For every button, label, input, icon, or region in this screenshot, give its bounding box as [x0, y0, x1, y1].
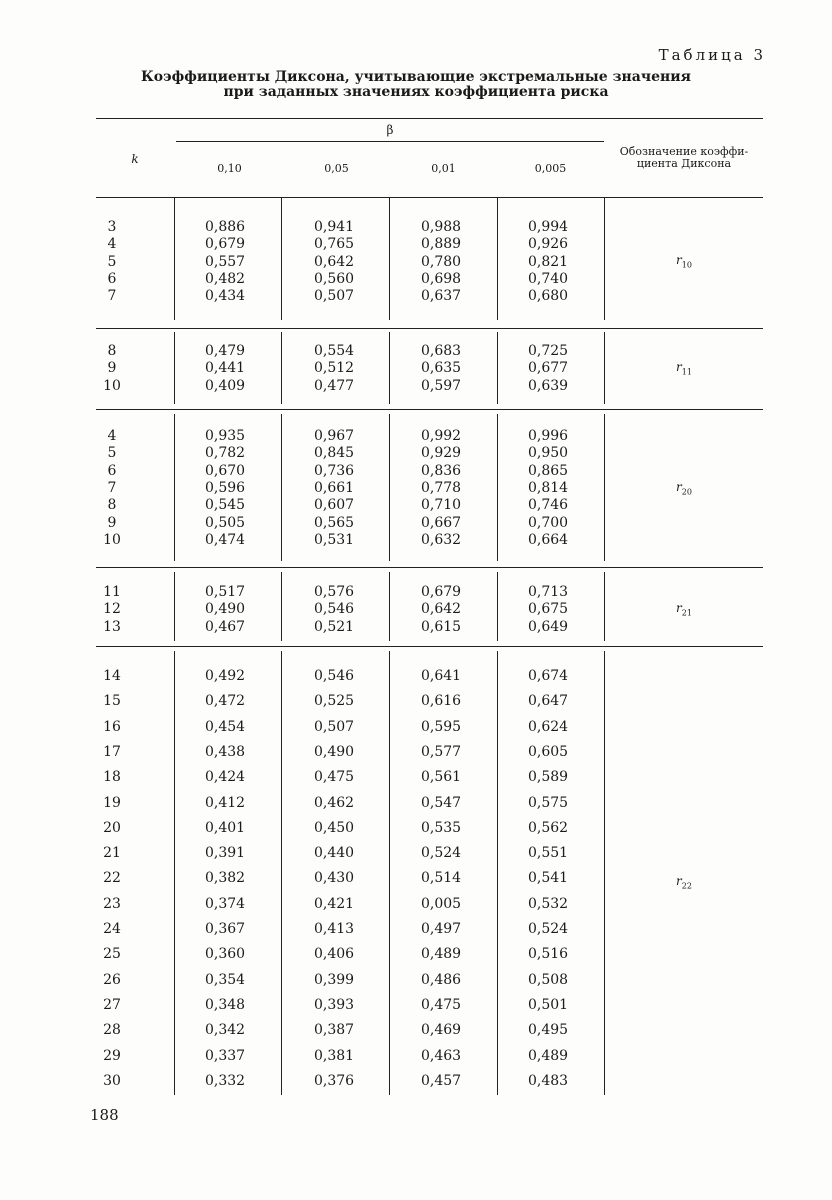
coefficient-value: 0,406 [314, 946, 355, 963]
coefficient-value: 0,935 [205, 428, 246, 444]
coefficient-value: 0,765 [314, 236, 355, 253]
coefficient-value: 0,434 [205, 288, 246, 305]
coefficient-value: 0,508 [528, 971, 569, 988]
column-header-beta-0-05: 0,05 [324, 162, 349, 175]
coefficient-value: 0,967 [314, 428, 355, 444]
coefficient-value: 0,535 [421, 819, 462, 836]
coefficient-value: 0,674 [528, 668, 569, 684]
coefficient-value: 0,615 [421, 618, 462, 635]
coefficient-value: 0,332 [205, 1072, 246, 1089]
k-value: 26 [103, 971, 121, 988]
k-value: 30 [103, 1072, 121, 1089]
coefficient-value: 0,421 [314, 895, 355, 912]
coefficient-value: 0,649 [528, 618, 569, 635]
coefficient-value: 0,440 [314, 845, 355, 862]
k-value: 5 [107, 445, 117, 462]
coefficient-value: 0,469 [421, 1022, 462, 1039]
beta-underline [176, 141, 604, 142]
coefficient-value: 0,512 [314, 360, 355, 377]
column-header-designation [604, 146, 764, 170]
column-rule [174, 332, 175, 404]
coefficient-value: 0,635 [421, 360, 462, 377]
coefficient-value: 0,710 [421, 497, 462, 514]
coefficient-value: 0,486 [421, 971, 462, 988]
column-rule [281, 332, 282, 404]
column-rule [174, 572, 175, 641]
coefficient-value: 0,641 [421, 668, 462, 684]
coefficient-value: 0,667 [421, 514, 462, 531]
dixon-coefficient-subscript: 21 [681, 608, 692, 618]
dixon-coefficient-subscript: 20 [681, 486, 692, 496]
column-header-beta: β [386, 123, 394, 137]
k-value: 4 [107, 428, 117, 444]
coefficient-value: 0,399 [314, 971, 355, 988]
column-rule [281, 572, 282, 641]
coefficient-value: 0,679 [421, 584, 462, 600]
coefficient-value: 0,637 [421, 288, 462, 305]
coefficient-value: 0,996 [528, 428, 569, 444]
coefficient-value: 0,560 [314, 270, 355, 287]
coefficient-value: 0,517 [205, 584, 246, 600]
dixon-coefficient-symbol: r [676, 874, 682, 889]
coefficient-value: 0,532 [528, 895, 569, 912]
table-label: Таблица 3 [658, 46, 766, 64]
coefficient-value: 0,929 [421, 445, 462, 462]
coefficient-value: 0,680 [528, 288, 569, 305]
dixon-coefficient-symbol: r [676, 479, 682, 494]
coefficient-value: 0,474 [205, 531, 246, 548]
coefficient-value: 0,632 [421, 531, 462, 548]
k-value: 3 [107, 219, 117, 235]
k-value: 4 [107, 236, 117, 253]
coefficient-value: 0,596 [205, 479, 246, 496]
coefficient-value: 0,524 [421, 845, 462, 862]
k-value: 27 [103, 996, 121, 1013]
coefficient-value: 0,647 [528, 693, 569, 710]
k-value: 18 [103, 769, 121, 786]
column-rule [281, 651, 282, 1095]
coefficient-value: 0,595 [421, 718, 462, 735]
coefficient-value: 0,430 [314, 870, 355, 887]
coefficient-value: 0,554 [314, 343, 355, 359]
k-value: 17 [103, 743, 121, 760]
k-value: 8 [107, 497, 117, 514]
coefficient-value: 0,551 [528, 845, 569, 862]
dixon-coefficient-subscript: 22 [681, 881, 692, 891]
coefficient-value: 0,698 [421, 270, 462, 287]
coefficient-value: 0,413 [314, 921, 355, 937]
column-header-beta-0-10: 0,10 [217, 162, 242, 175]
coefficient-value: 0,450 [314, 819, 355, 836]
coefficient-value: 0,713 [528, 584, 569, 600]
coefficient-value: 0,546 [314, 601, 355, 618]
coefficient-value: 0,557 [205, 253, 246, 270]
dixon-coefficient-label [604, 601, 764, 617]
coefficient-value: 0,941 [314, 219, 355, 235]
designation-line-2: циента Диксона [636, 157, 732, 170]
coefficient-value: 0,387 [314, 1022, 355, 1039]
coefficient-value: 0,541 [528, 870, 569, 887]
coefficient-value: 0,950 [528, 445, 569, 462]
k-value: 6 [107, 270, 117, 287]
coefficient-value: 0,490 [205, 601, 246, 618]
group-separator-rule [96, 328, 763, 329]
table-title-line-2: при заданных значениях коэффициента риска [223, 84, 609, 100]
coefficient-value: 0,367 [205, 921, 246, 937]
coefficient-value: 0,778 [421, 479, 462, 496]
coefficient-value: 0,865 [528, 462, 569, 479]
dixon-coefficient-subscript: 11 [681, 367, 692, 377]
column-rule [497, 651, 498, 1095]
coefficient-value: 0,342 [205, 1022, 246, 1039]
coefficient-value: 0,521 [314, 618, 355, 635]
coefficient-value: 0,507 [314, 718, 355, 735]
coefficient-value: 0,354 [205, 971, 246, 988]
k-value: 9 [107, 514, 117, 531]
coefficient-value: 0,607 [314, 497, 355, 514]
coefficient-value: 0,490 [314, 743, 355, 760]
coefficient-value: 0,821 [528, 253, 569, 270]
coefficient-value: 0,546 [314, 668, 355, 684]
table-top-rule [96, 118, 763, 119]
coefficient-value: 0,597 [421, 377, 462, 394]
coefficient-value: 0,477 [314, 377, 355, 394]
coefficient-value: 0,393 [314, 996, 355, 1013]
coefficient-value: 0,845 [314, 445, 355, 462]
coefficient-value: 0,516 [528, 946, 569, 963]
k-value: 19 [103, 794, 121, 811]
coefficient-value: 0,463 [421, 1047, 462, 1064]
coefficient-value: 0,782 [205, 445, 246, 462]
coefficient-value: 0,412 [205, 794, 246, 811]
coefficient-value: 0,479 [205, 343, 246, 359]
coefficient-value: 0,505 [205, 514, 246, 531]
coefficient-value: 0,565 [314, 514, 355, 531]
coefficient-value: 0,467 [205, 618, 246, 635]
coefficient-value: 0,482 [205, 270, 246, 287]
coefficient-value: 0,391 [205, 845, 246, 862]
coefficient-value: 0,492 [205, 668, 246, 684]
coefficient-value: 0,670 [205, 462, 246, 479]
k-value: 7 [107, 479, 117, 496]
column-header-beta-0-01: 0,01 [431, 162, 456, 175]
column-header-beta-0-005: 0,005 [534, 162, 567, 175]
column-rule [389, 572, 390, 641]
k-value: 7 [107, 288, 117, 305]
coefficient-value: 0,992 [421, 428, 462, 444]
dixon-coefficient-symbol: r [676, 253, 682, 268]
coefficient-value: 0,780 [421, 253, 462, 270]
coefficient-value: 0,562 [528, 819, 569, 836]
coefficient-value: 0,886 [205, 219, 246, 235]
k-value: 20 [103, 819, 121, 836]
coefficient-value: 0,683 [421, 343, 462, 359]
coefficient-value: 0,675 [528, 601, 569, 618]
k-value: 13 [103, 618, 121, 635]
k-value: 9 [107, 360, 117, 377]
coefficient-value: 0,475 [314, 769, 355, 786]
column-rule [389, 414, 390, 561]
coefficient-value: 0,679 [205, 236, 246, 253]
coefficient-value: 0,642 [421, 601, 462, 618]
k-value: 14 [103, 668, 121, 684]
coefficient-value: 0,441 [205, 360, 246, 377]
coefficient-value: 0,575 [528, 794, 569, 811]
column-header-k: k [131, 152, 139, 166]
k-value: 12 [103, 601, 121, 618]
dixon-coefficient-label [604, 253, 764, 269]
coefficient-value: 0,642 [314, 253, 355, 270]
coefficient-value: 0,605 [528, 743, 569, 760]
coefficient-value: 0,736 [314, 462, 355, 479]
coefficient-value: 0,740 [528, 270, 569, 287]
coefficient-value: 0,495 [528, 1022, 569, 1039]
column-rule [174, 198, 175, 320]
coefficient-value: 0,725 [528, 343, 569, 359]
coefficient-value: 0,005 [421, 895, 462, 912]
coefficient-value: 0,376 [314, 1072, 355, 1089]
column-rule [497, 414, 498, 561]
dixon-coefficient-symbol: r [676, 359, 682, 374]
coefficient-value: 0,374 [205, 895, 246, 912]
k-value: 5 [107, 253, 117, 270]
coefficient-value: 0,489 [421, 946, 462, 963]
coefficient-value: 0,381 [314, 1047, 355, 1064]
column-rule [497, 332, 498, 404]
k-value: 16 [103, 718, 121, 735]
coefficient-value: 0,497 [421, 921, 462, 937]
coefficient-value: 0,661 [314, 479, 355, 496]
coefficient-value: 0,561 [421, 769, 462, 786]
coefficient-value: 0,889 [421, 236, 462, 253]
coefficient-value: 0,457 [421, 1072, 462, 1089]
coefficient-value: 0,454 [205, 718, 246, 735]
table-title [0, 70, 832, 100]
header-bottom-rule [96, 197, 763, 198]
dixon-coefficient-label [604, 480, 764, 496]
table-title-line-1: Коэффициенты Диксона, учитывающие экстремальные значения [141, 69, 691, 85]
k-value: 25 [103, 946, 121, 963]
k-value: 29 [103, 1047, 121, 1064]
k-value: 28 [103, 1022, 121, 1039]
column-rule [281, 198, 282, 320]
coefficient-value: 0,409 [205, 377, 246, 394]
coefficient-value: 0,438 [205, 743, 246, 760]
coefficient-value: 0,545 [205, 497, 246, 514]
column-rule [497, 198, 498, 320]
coefficient-value: 0,639 [528, 377, 569, 394]
k-value: 15 [103, 693, 121, 710]
coefficient-value: 0,475 [421, 996, 462, 1013]
column-rule [174, 651, 175, 1095]
coefficient-value: 0,382 [205, 870, 246, 887]
coefficient-value: 0,462 [314, 794, 355, 811]
coefficient-value: 0,988 [421, 219, 462, 235]
coefficient-value: 0,514 [421, 870, 462, 887]
coefficient-value: 0,337 [205, 1047, 246, 1064]
k-value: 23 [103, 895, 121, 912]
coefficient-value: 0,589 [528, 769, 569, 786]
dixon-coefficient-symbol: r [676, 600, 682, 615]
coefficient-value: 0,472 [205, 693, 246, 710]
page-number: 188 [90, 1106, 119, 1124]
coefficient-value: 0,664 [528, 531, 569, 548]
k-value: 24 [103, 921, 121, 937]
coefficient-value: 0,926 [528, 236, 569, 253]
dixon-coefficient-label [604, 360, 764, 376]
column-rule [281, 414, 282, 561]
column-rule [174, 414, 175, 561]
dixon-coefficient-label [604, 874, 764, 890]
k-value: 10 [103, 531, 121, 548]
coefficient-value: 0,348 [205, 996, 246, 1013]
dixon-coefficient-subscript: 10 [681, 260, 692, 270]
k-value: 21 [103, 845, 121, 862]
designation-line-1: Обозначение коэффи- [619, 145, 749, 158]
coefficient-value: 0,501 [528, 996, 569, 1013]
coefficient-value: 0,424 [205, 769, 246, 786]
k-value: 10 [103, 377, 121, 394]
group-separator-rule [96, 646, 763, 647]
coefficient-value: 0,677 [528, 360, 569, 377]
group-separator-rule [96, 409, 763, 410]
coefficient-value: 0,746 [528, 497, 569, 514]
k-value: 11 [103, 584, 121, 600]
coefficient-value: 0,547 [421, 794, 462, 811]
coefficient-value: 0,489 [528, 1047, 569, 1064]
k-value: 6 [107, 462, 117, 479]
column-rule [497, 572, 498, 641]
coefficient-value: 0,814 [528, 479, 569, 496]
group-separator-rule [96, 567, 763, 568]
coefficient-value: 0,836 [421, 462, 462, 479]
column-rule [389, 651, 390, 1095]
coefficient-value: 0,576 [314, 584, 355, 600]
coefficient-value: 0,524 [528, 921, 569, 937]
coefficient-value: 0,700 [528, 514, 569, 531]
coefficient-value: 0,577 [421, 743, 462, 760]
k-value: 8 [107, 343, 117, 359]
coefficient-value: 0,531 [314, 531, 355, 548]
column-rule [389, 198, 390, 320]
coefficient-value: 0,624 [528, 718, 569, 735]
coefficient-value: 0,525 [314, 693, 355, 710]
column-rule [389, 332, 390, 404]
coefficient-value: 0,507 [314, 288, 355, 305]
coefficient-value: 0,401 [205, 819, 246, 836]
coefficient-value: 0,483 [528, 1072, 569, 1089]
k-value: 22 [103, 870, 121, 887]
coefficient-value: 0,616 [421, 693, 462, 710]
column-rule [604, 651, 605, 1095]
coefficient-value: 0,360 [205, 946, 246, 963]
coefficient-value: 0,994 [528, 219, 569, 235]
